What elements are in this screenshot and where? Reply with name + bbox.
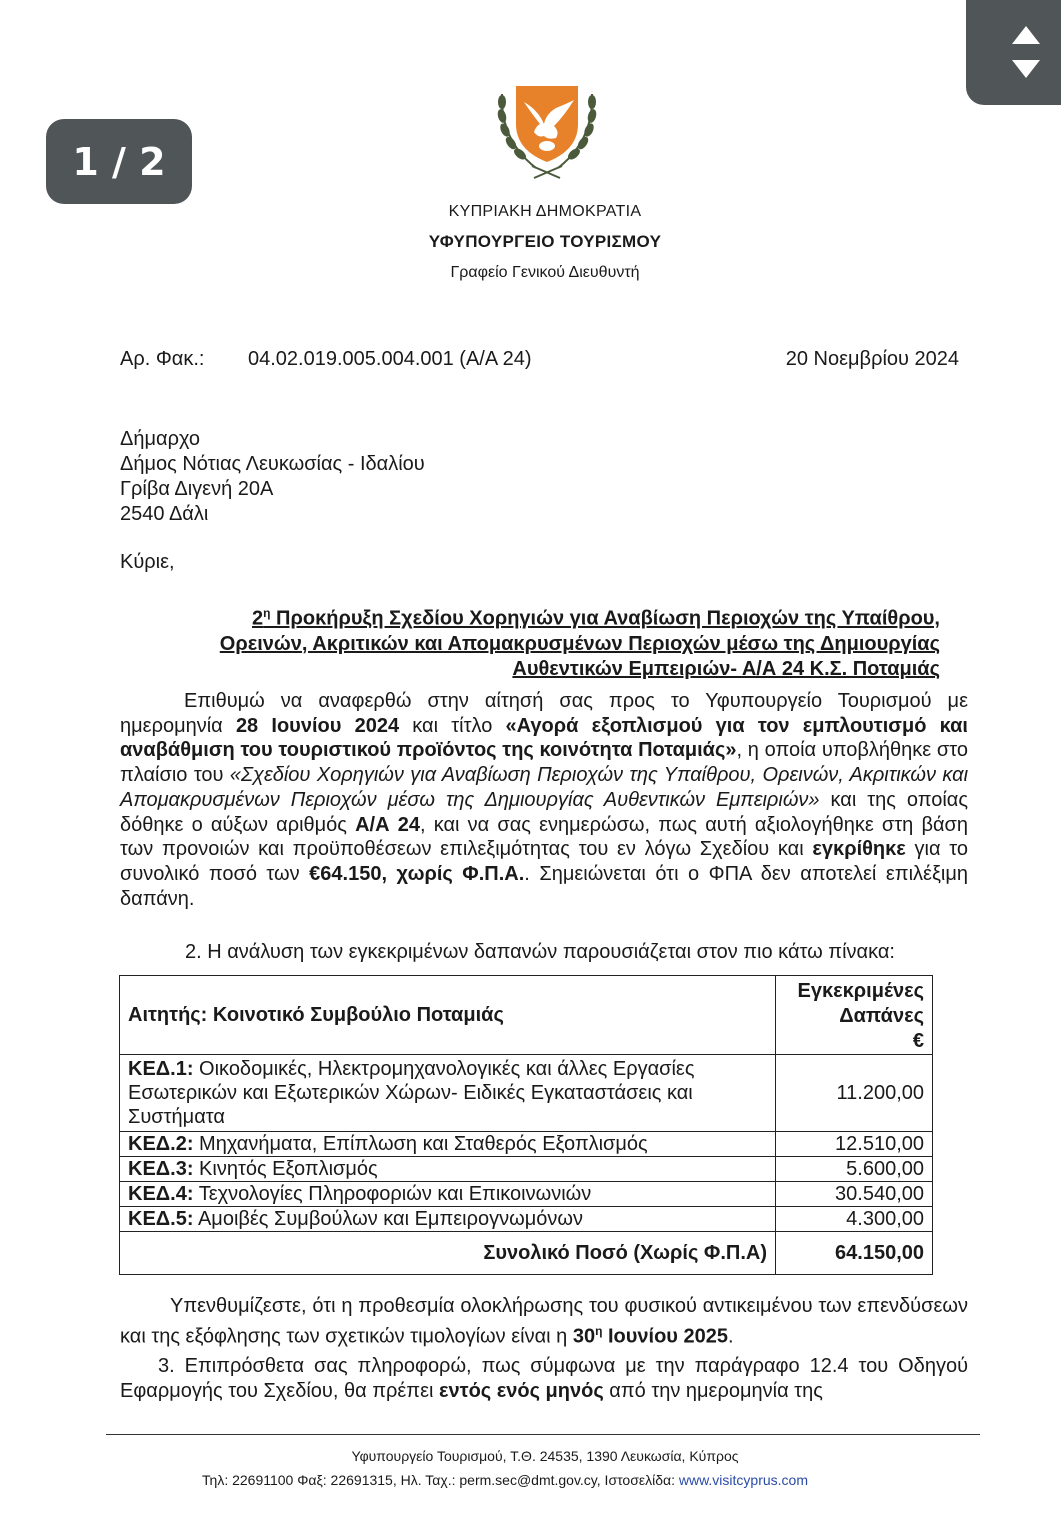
table-row	[120, 1182, 933, 1207]
subject-ordinal: 2	[252, 607, 264, 630]
subject-line: Προκήρυξη Σχεδίου Χορηγιών για Αναβίωση Περιοχών της Υπαίθρου,	[270, 607, 940, 630]
table-row	[120, 1055, 933, 1132]
recipient-line: Δήμος Νότιας Λευκωσίας - Ιδαλίου	[120, 453, 425, 475]
table-cell-amount: 30.540,00	[776, 1182, 933, 1207]
table-total-row	[120, 1232, 933, 1275]
table-cell-desc: ΚΕΔ.1: Οικοδομικές, Ηλεκτρομηχανολογικές και άλλες Εργασίες Εσωτερικών και Εξωτερικών Χώρων- Ειδικές Εγκαταστάσεις και Συστήματα	[120, 1055, 776, 1132]
scroll-control[interactable]	[966, 0, 1061, 105]
footer-contact: Τηλ: 22691100 Φαξ: 22691315, Ηλ. Ταχ.: perm.sec@dmt.gov.cy, Ιστοσελίδα: www.visitcyprus.com	[202, 1472, 808, 1488]
website-link[interactable]: www.visitcyprus.com	[678, 1472, 808, 1488]
subject-heading	[120, 601, 940, 682]
approved-costs-table	[119, 975, 933, 1275]
table-cell-desc: ΚΕΔ.4: Τεχνολογίες Πληροφοριών και Επικοινωνιών	[120, 1182, 776, 1207]
table-total-amount: 64.150,00	[776, 1232, 933, 1275]
table-total-label: Συνολικό Ποσό (Χωρίς Φ.Π.Α)	[120, 1232, 776, 1275]
table-header-applicant: Αιτητής: Κοινοτικό Συμβούλιο Ποταμιάς	[120, 976, 776, 1055]
recipient-address	[120, 427, 425, 527]
office-heading: Γραφείο Γενικού Διευθυντή	[450, 264, 640, 281]
recipient-line: Δήμαρχο	[120, 428, 201, 450]
recipient-line: 2540 Δάλι	[120, 503, 209, 525]
file-ref-value: 04.02.019.005.004.001 (Α/Α 24)	[248, 348, 532, 370]
table-cell-amount: 11.200,00	[776, 1055, 933, 1132]
table-row	[120, 1157, 933, 1182]
file-ref-label: Αρ. Φακ.:	[120, 348, 205, 370]
letter-date: 20 Νοεμβρίου 2024	[785, 348, 959, 370]
footer-divider	[106, 1434, 980, 1435]
table-cell-amount: 12.510,00	[776, 1132, 933, 1157]
table-cell-desc: ΚΕΔ.5: Αμοιβές Συμβούλων και Εμπειρογνωμόνων	[120, 1207, 776, 1232]
coat-of-arms-icon	[494, 80, 600, 182]
body-paragraph-3: Υπενθυμίζεστε, ότι η προθεσμία ολοκλήρωσης του φυσικού αντικειμένου των επενδύσεων και της εξόφλησης των σχετικών τιμολογίων είναι η $30^\eta$ Ιουνίου 2025.	[120, 1295, 968, 1348]
subject-ordinal-sup: η	[263, 606, 271, 620]
body-paragraph-4: 3. Επιπρόσθετα σας πληροφορώ, πως σύμφωνα με την παράγραφο 12.4 του Οδηγού Εφαρμογής του Σχεδίου, θα πρέπει εντός ενός μηνός από την ημερομηνία της	[120, 1355, 968, 1402]
table-row	[120, 1207, 933, 1232]
table-header-amount: Εγκεκριμένες Δαπάνες €	[776, 976, 933, 1055]
table-header-row	[120, 976, 933, 1055]
page-indicator: 1 / 2	[46, 119, 192, 204]
table-cell-amount: 5.600,00	[776, 1157, 933, 1182]
up-down-arrows-icon	[1010, 24, 1042, 80]
body-paragraph-1: Επιθυμώ να αναφερθώ στην αίτησή σας προς το Υφυπουργείο Τουρισμού με ημερομηνία 28 Ιουνίου 2024 και τίτλο «Αγορά εξοπλισμού για τον εμπλουτισμό και αναβάθμιση του τουριστικού προϊόντος της κοινότητα Ποταμιάς», η οποία υποβλήθηκε στο πλαίσιο του «Σχεδίου Χορηγιών για Αναβίωση Περιοχών της Υπαίθρου, Ορεινών, Ακριτικών και Απομακρυσμένων Περιοχών μέσω της Δημιουργίας Αυθεντικών Εμπειριών» και της οποίας δόθηκε ο αύξων αριθμός Α/Α 24, και να σας ενημερώσω, πως αυτή αξιολογήθηκε στη βάση των προνοιών και προϋποθέσεων επιλεξιμότητας του εν λόγω Σχεδίου και εγκρίθηκε για το συνολικό ποσό των €64.150, χωρίς Φ.Π.Α.. Σημειώνεται ότι ο ΦΠΑ δεν αποτελεί επιλέξιμη δαπάνη.	[120, 690, 969, 910]
table-cell-desc: ΚΕΔ.2: Μηχανήματα, Επίπλωση και Σταθερός Εξοπλισμός	[120, 1132, 776, 1157]
footer-address: Υφυπουργείο Τουρισμού, Τ.Θ. 24535, 1390 Λευκωσία, Κύπρος	[351, 1448, 739, 1464]
country-heading: ΚΥΠΡΙΑΚΗ ΔΗΜΟΚΡΑΤΙΑ	[448, 203, 642, 220]
body-paragraph-2: 2. Η ανάλυση των εγκεκριμένων δαπανών παρουσιάζεται στον πιο κάτω πίνακα:	[185, 941, 895, 963]
ministry-heading: ΥΦΥΠΟΥΡΓΕΙΟ ΤΟΥΡΙΣΜΟΥ	[428, 232, 662, 251]
subject-line: Ορεινών, Ακριτικών και Απομακρυσμένων Περιοχών μέσω της Δημιουργίας	[219, 632, 940, 655]
greeting: Κύριε,	[120, 551, 175, 573]
table-cell-amount: 4.300,00	[776, 1207, 933, 1232]
subject-line: Αυθεντικών Εμπειριών- Α/Α 24 Κ.Σ. Ποταμιάς	[512, 657, 940, 680]
table-cell-desc: ΚΕΔ.3: Κινητός Εξοπλισμός	[120, 1157, 776, 1182]
recipient-line: Γρίβα Διγενή 20Α	[120, 478, 274, 500]
table-row	[120, 1132, 933, 1157]
